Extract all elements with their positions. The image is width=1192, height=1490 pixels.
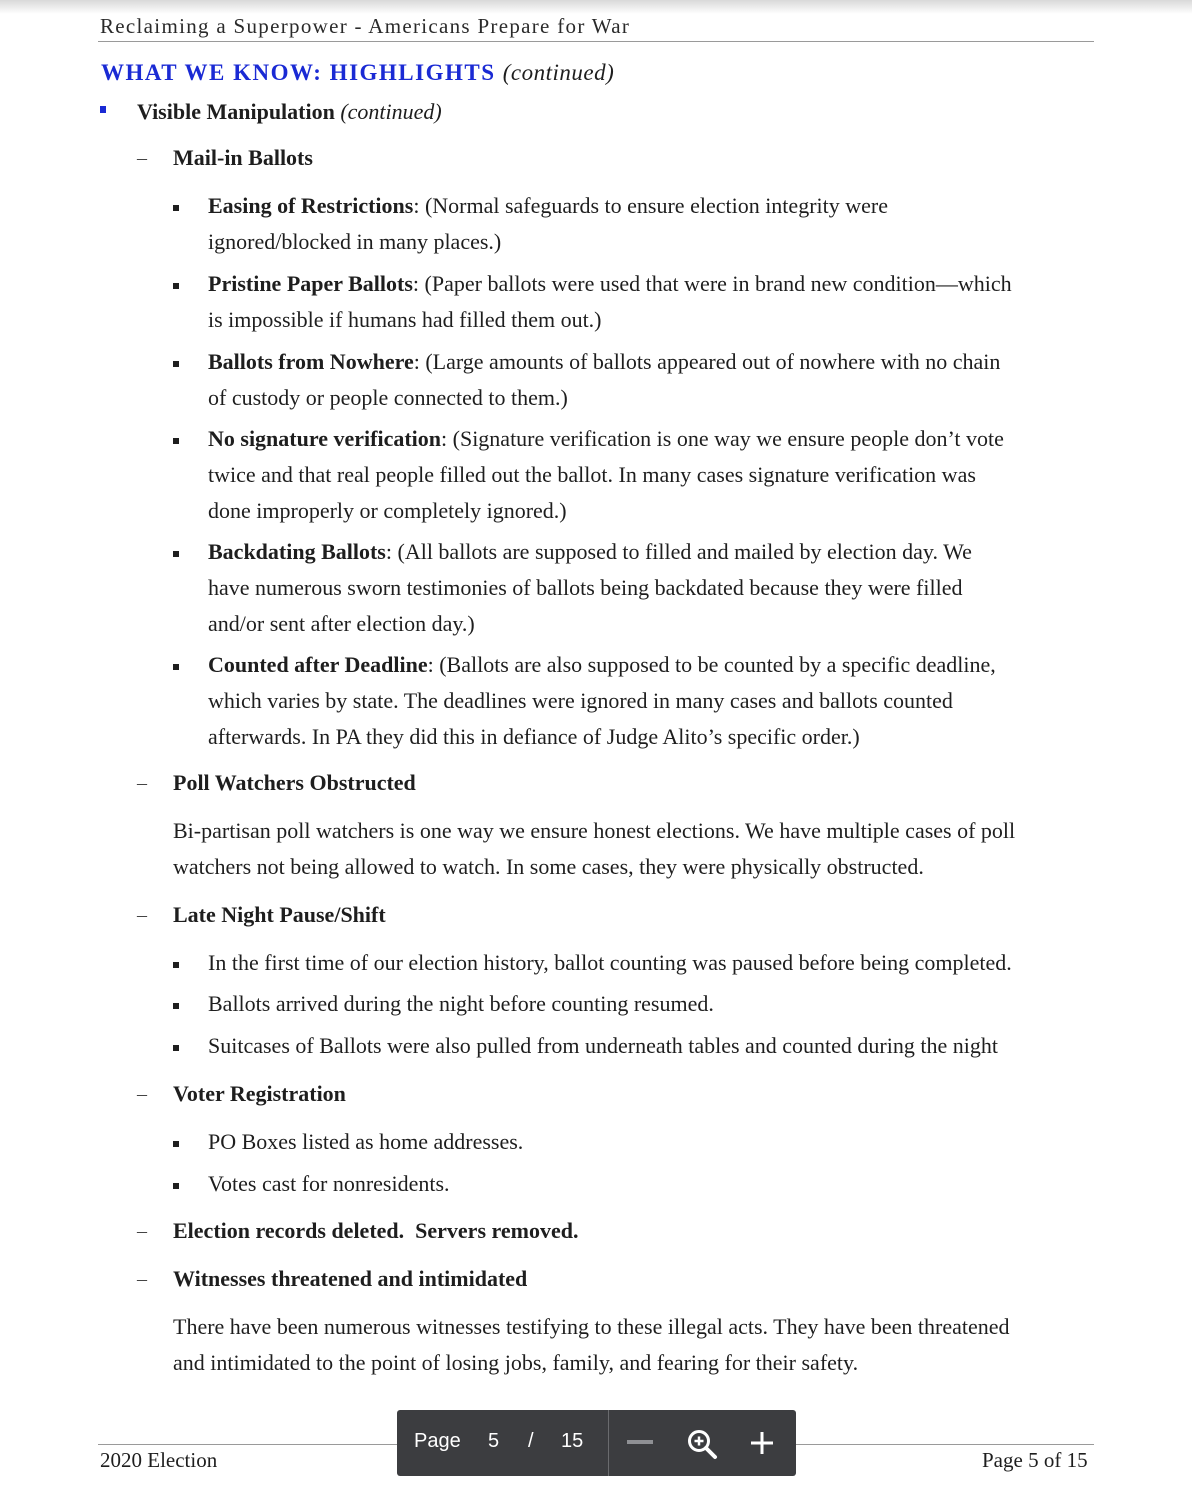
item-line: and/or sent after election day.) bbox=[208, 611, 475, 636]
paragraph-line: and intimidated to the point of losing jobs, family, and fearing for their safety. bbox=[173, 1350, 859, 1375]
paragraph-line: watchers not being allowed to watch. In some cases, they were physically obstructed. bbox=[173, 854, 924, 879]
footer-page-number: Page 5 of 15 bbox=[982, 1448, 1088, 1472]
records-heading: Election records deleted. Servers removed. bbox=[173, 1218, 579, 1243]
square-bullet-icon bbox=[173, 361, 179, 367]
voter-registration-heading: Voter Registration bbox=[173, 1081, 346, 1106]
list-item: Suitcases of Ballots were also pulled from underneath tables and counted during the night bbox=[208, 1033, 998, 1058]
footer-left: 2020 Election bbox=[100, 1448, 218, 1472]
item-line: : (All ballots are supposed to filled and mailed by election day. We bbox=[385, 539, 972, 564]
item-line: : (Normal safeguards to ensure election integrity were bbox=[413, 193, 888, 218]
square-bullet-icon bbox=[173, 1045, 179, 1051]
square-bullet-icon bbox=[173, 1141, 179, 1147]
zoom-in-icon[interactable] bbox=[686, 1428, 718, 1460]
dash-bullet-icon: – bbox=[137, 1268, 147, 1290]
dash-bullet-icon: – bbox=[137, 1083, 147, 1105]
section-title-suffix: (continued) bbox=[502, 60, 615, 85]
item-line: : (Ballots are also supposed to be counted by a specific deadline, bbox=[427, 652, 996, 677]
item-line: : (Paper ballots were used that were in brand new condition—which bbox=[412, 271, 1012, 296]
list-item bbox=[208, 421, 1088, 529]
list-item bbox=[208, 534, 1088, 642]
list-item: Ballots arrived during the night before counting resumed. bbox=[208, 991, 714, 1016]
section-title-text: WHAT WE KNOW: HIGHLIGHTS bbox=[101, 60, 496, 85]
mail-in-heading: Mail-in Ballots bbox=[173, 145, 313, 170]
item-line: afterwards. In PA they did this in defiance of Judge Alito’s specific order.) bbox=[208, 724, 860, 749]
item-line: twice and that real people filled out the ballot. In many cases signature verification was bbox=[208, 462, 976, 487]
item-label: Counted after Deadline bbox=[208, 652, 428, 677]
square-bullet-icon bbox=[173, 551, 179, 557]
topic-suffix: (continued) bbox=[340, 99, 442, 124]
square-bullet-icon bbox=[173, 962, 179, 968]
topic-label: Visible Manipulation bbox=[137, 99, 335, 124]
paragraph-line: There have been numerous witnesses testifying to these illegal acts. They have been threatened bbox=[173, 1314, 1010, 1339]
pdf-viewer-toolbar bbox=[397, 1410, 796, 1476]
item-line: is impossible if humans had filled them out.) bbox=[208, 307, 602, 332]
page-separator: / bbox=[528, 1430, 534, 1452]
header-rule bbox=[98, 41, 1094, 42]
item-line: : (Signature verification is one way we ensure people don’t vote bbox=[441, 426, 1004, 451]
square-bullet-icon bbox=[173, 664, 179, 670]
list-item: Votes cast for nonresidents. bbox=[208, 1171, 450, 1196]
item-line: have numerous sworn testimonies of ballots being backdated because they were filled bbox=[208, 575, 963, 600]
running-header: Reclaiming a Superpower - Americans Prepare for War bbox=[100, 14, 631, 38]
square-bullet-icon bbox=[173, 283, 179, 289]
paragraph-line: Bi-partisan poll watchers is one way we ensure honest elections. We have multiple cases of poll bbox=[173, 818, 1016, 843]
item-line: which varies by state. The deadlines were ignored in many cases and ballots counted bbox=[208, 688, 953, 713]
item-line: done improperly or completely ignored.) bbox=[208, 498, 567, 523]
plus-icon[interactable] bbox=[749, 1430, 775, 1456]
dash-bullet-icon: – bbox=[137, 772, 147, 794]
poll-watchers-heading: Poll Watchers Obstructed bbox=[173, 770, 416, 795]
square-bullet-icon bbox=[173, 205, 179, 211]
list-item bbox=[208, 266, 1088, 338]
late-night-heading: Late Night Pause/Shift bbox=[173, 902, 386, 927]
dash-bullet-icon: – bbox=[137, 1220, 147, 1242]
square-bullet-icon bbox=[173, 1003, 179, 1009]
section-title bbox=[101, 60, 614, 86]
square-bullet-icon bbox=[173, 1183, 179, 1189]
item-label: Easing of Restrictions bbox=[208, 193, 414, 218]
item-label: No signature verification bbox=[208, 426, 442, 451]
witnesses-paragraph bbox=[173, 1309, 1098, 1381]
witnesses-heading: Witnesses threatened and intimidated bbox=[173, 1266, 528, 1291]
top-shadow bbox=[0, 0, 1192, 14]
list-item: In the first time of our election history, ballot counting was paused before being completed. bbox=[208, 950, 1012, 975]
list-item bbox=[208, 188, 1088, 260]
poll-watchers-paragraph bbox=[173, 813, 1098, 885]
list-item bbox=[208, 647, 1088, 755]
item-line: of custody or people connected to them.) bbox=[208, 385, 568, 410]
blue-square-bullet-icon bbox=[100, 106, 106, 113]
square-bullet-icon bbox=[173, 438, 179, 444]
list-item: PO Boxes listed as home addresses. bbox=[208, 1129, 524, 1154]
current-page-input[interactable]: 5 bbox=[488, 1430, 500, 1452]
minus-icon[interactable] bbox=[627, 1440, 653, 1444]
dash-bullet-icon: – bbox=[137, 147, 147, 169]
item-label: Pristine Paper Ballots bbox=[208, 271, 413, 296]
toolbar-divider bbox=[608, 1410, 609, 1476]
total-pages: 15 bbox=[561, 1430, 584, 1452]
page-label: Page bbox=[414, 1430, 461, 1452]
item-label: Backdating Ballots bbox=[208, 539, 386, 564]
item-label: Ballots from Nowhere bbox=[208, 349, 414, 374]
item-line: : (Large amounts of ballots appeared out of nowhere with no chain bbox=[413, 349, 1001, 374]
list-item bbox=[208, 344, 1088, 416]
item-line: ignored/blocked in many places.) bbox=[208, 229, 502, 254]
topic-heading bbox=[137, 99, 442, 125]
dash-bullet-icon: – bbox=[137, 904, 147, 926]
